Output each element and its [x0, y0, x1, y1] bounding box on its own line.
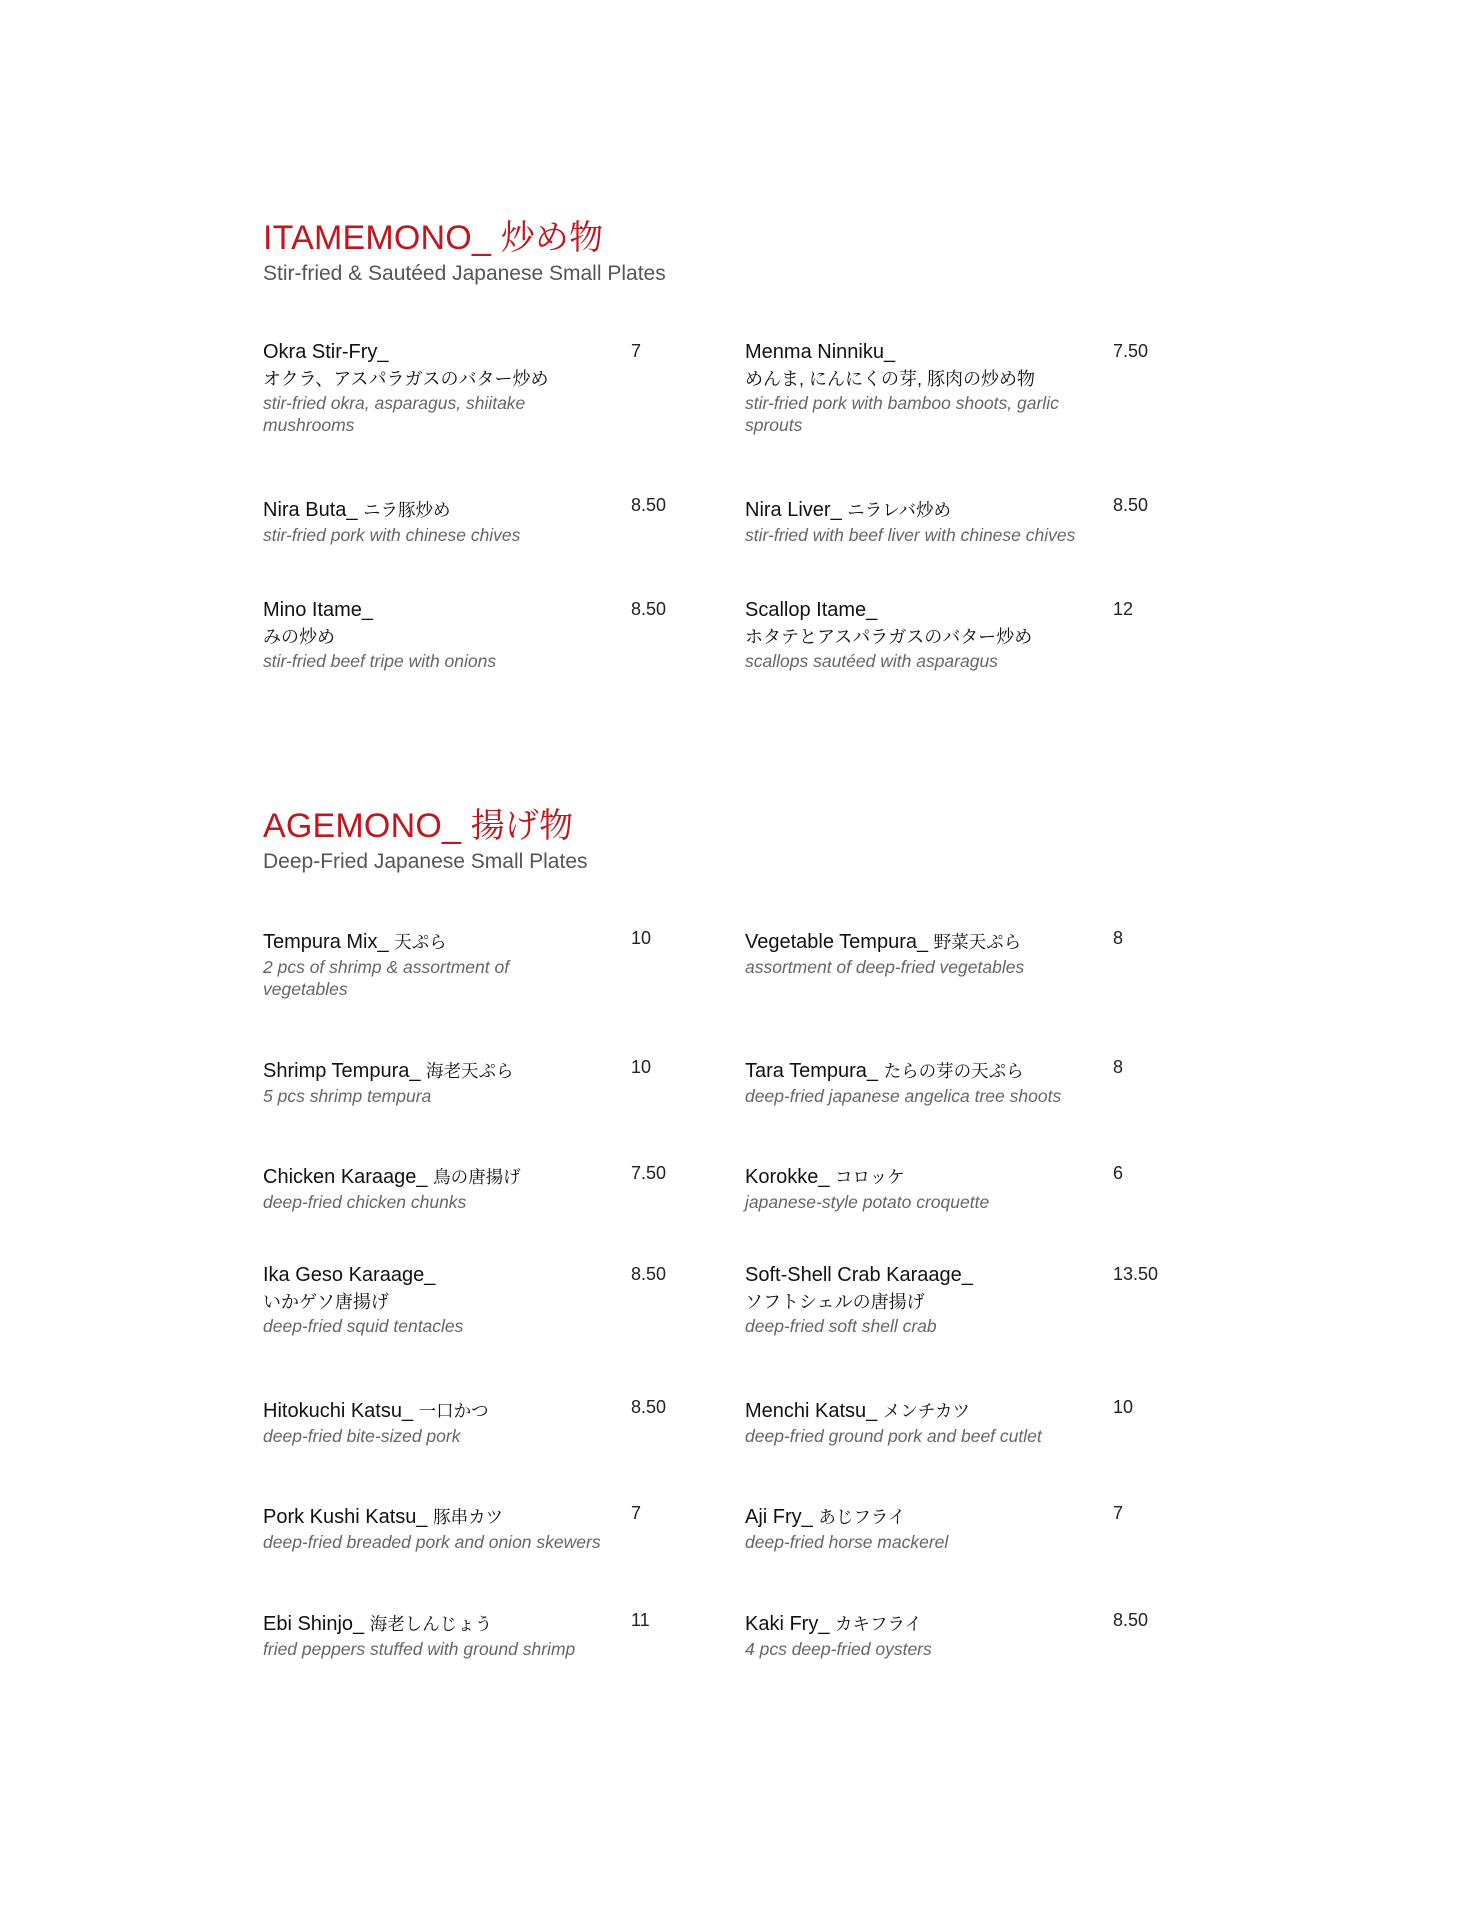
- item-price: 10: [631, 928, 652, 948]
- item-name-en: Menchi Katsu_: [745, 1400, 878, 1422]
- item-description: deep-fried bite-sized pork: [263, 1426, 461, 1446]
- item-name: [263, 1057, 663, 1085]
- menu-item-chicken-karaage: [263, 1163, 663, 1213]
- item-name-en: Ebi Shinjo_: [263, 1613, 365, 1635]
- item-description: fried peppers stuffed with ground shrimp: [263, 1639, 576, 1659]
- item-price: 8: [1113, 928, 1124, 948]
- section-subtitle: Deep-Fried Japanese Small Plates: [263, 850, 588, 873]
- menu-item-vegetable-tempura: [745, 928, 1145, 978]
- item-name-jp: みの炒め: [263, 627, 335, 647]
- section-subtitle: Stir-fried & Sautéed Japanese Small Plates: [263, 262, 666, 285]
- item-price: 8.50: [631, 495, 667, 515]
- item-name: [745, 1397, 1145, 1425]
- menu-item-tara-tempura: [745, 1057, 1145, 1107]
- menu-item-hitokuchi-katsu: [263, 1397, 663, 1447]
- item-description: deep-fried japanese angelica tree shoots: [745, 1086, 1062, 1106]
- item-name-jp: いかゲソ唐揚げ: [263, 1292, 389, 1312]
- menu-item-tempura-mix: [263, 928, 663, 1000]
- item-name-jp: ニラ豚炒め: [363, 500, 451, 520]
- item-name-jp: メンチカツ: [882, 1401, 971, 1421]
- item-price: 12: [1113, 599, 1134, 619]
- item-price: 8.50: [1113, 1610, 1149, 1630]
- item-name: [263, 1397, 663, 1425]
- menu-item-menma-ninniku: [745, 338, 1145, 436]
- item-description: scallops sautéed with asparagus: [745, 651, 998, 671]
- menu-item-menchi-katsu: [745, 1397, 1145, 1447]
- item-description: assortment of deep-fried vegetables: [745, 957, 1025, 977]
- item-name: [263, 1163, 663, 1191]
- item-name-jp: コロッケ: [835, 1167, 905, 1187]
- item-name: [263, 496, 663, 524]
- item-name-jp: 鳥の唐揚げ: [433, 1167, 521, 1187]
- item-description: 5 pcs shrimp tempura: [263, 1086, 432, 1106]
- item-name-en: Aji Fry_: [745, 1506, 813, 1528]
- item-price: 11: [631, 1610, 650, 1630]
- menu-item-pork-kushi-katsu: [263, 1503, 663, 1553]
- item-price: 8.50: [631, 1397, 667, 1417]
- item-name-en: Shrimp Tempura_: [263, 1060, 421, 1082]
- item-description: stir-fried okra, asparagus, shiitake mushrooms: [263, 393, 526, 435]
- item-name: [263, 1610, 663, 1638]
- item-name: [745, 928, 1145, 956]
- item-price: 8.50: [631, 1264, 667, 1284]
- menu-item-ika-geso-karaage: [263, 1261, 663, 1337]
- menu-item-nira-liver: [745, 496, 1145, 546]
- menu-item-okra-stir-fry: [263, 338, 663, 436]
- item-name: [263, 1503, 663, 1531]
- item-name-jp: 豚串カツ: [433, 1507, 504, 1527]
- item-name: [745, 1503, 1145, 1531]
- item-name: [745, 1163, 1145, 1191]
- menu-item-shrimp-tempura: [263, 1057, 663, 1107]
- item-name-jp: めんま, にんにくの芽, 豚肉の炒め物: [745, 369, 1036, 389]
- menu-item-aji-fry: [745, 1503, 1145, 1553]
- item-name-en: Nira Liver_: [745, 499, 842, 521]
- item-description: deep-fried ground pork and beef cutlet: [745, 1426, 1042, 1446]
- item-name-en: Hitokuchi Katsu_: [263, 1400, 414, 1422]
- item-name: [745, 1057, 1145, 1085]
- section-itamemono: [263, 218, 1243, 288]
- item-name: Okra Stir-Fry_: [263, 341, 389, 363]
- menu-item-mino-itame: [263, 596, 663, 672]
- item-name: [745, 496, 1145, 524]
- item-description: 4 pcs deep-fried oysters: [745, 1639, 932, 1659]
- item-price: 8.50: [1113, 495, 1149, 515]
- item-description: stir-fried pork with bamboo shoots, garlic sprouts: [745, 393, 1059, 435]
- item-name-jp: 野菜天ぷら: [933, 932, 1022, 952]
- item-price: 7: [1113, 1503, 1124, 1523]
- item-description: deep-fried breaded pork and onion skewers: [263, 1532, 601, 1552]
- section-title: ITAMEMONO_ 炒め物: [263, 219, 604, 257]
- item-name-en: Tara Tempura_: [745, 1060, 879, 1082]
- item-description: deep-fried chicken chunks: [263, 1192, 467, 1212]
- item-price: 10: [631, 1057, 652, 1077]
- item-name-jp: オクラ、アスパラガスのバター炒め: [263, 369, 549, 389]
- menu-item-nira-buta: [263, 496, 663, 546]
- item-price: 8: [1113, 1057, 1124, 1077]
- item-name-jp: 海老天ぷら: [426, 1061, 514, 1081]
- item-name-en: Pork Kushi Katsu_: [263, 1506, 428, 1528]
- item-price: 7.50: [1113, 341, 1149, 361]
- item-price: 7.50: [631, 1163, 667, 1183]
- item-name: Ika Geso Karaage_: [263, 1264, 436, 1286]
- item-description: stir-fried beef tripe with onions: [263, 651, 497, 671]
- item-name: Scallop Itame_: [745, 599, 878, 621]
- item-name-jp: ソフトシェルの唐揚げ: [745, 1292, 925, 1312]
- item-name-jp: 天ぷら: [394, 932, 447, 952]
- menu-item-ebi-shinjo: [263, 1610, 663, 1660]
- section-title: AGEMONO_ 揚げ物: [263, 807, 574, 845]
- item-name-en: Vegetable Tempura_: [745, 931, 929, 953]
- item-price: 7: [631, 341, 642, 361]
- item-name-jp: 海老しんじょう: [369, 1614, 493, 1634]
- item-name-jp: あじフライ: [818, 1507, 906, 1527]
- item-name-jp: 一口かつ: [418, 1401, 489, 1421]
- item-price: 6: [1113, 1163, 1124, 1183]
- item-name-en: Korokke_: [745, 1166, 830, 1188]
- item-description: stir-fried pork with chinese chives: [263, 525, 521, 545]
- menu-item-soft-shell-crab-karaage: [745, 1261, 1145, 1337]
- item-name: Mino Itame_: [263, 599, 374, 621]
- item-description: 2 pcs of shrimp & assortment of vegetables: [263, 957, 510, 999]
- menu-item-kaki-fry: [745, 1610, 1145, 1660]
- menu-item-scallop-itame: [745, 596, 1145, 672]
- item-name: [745, 1610, 1145, 1638]
- item-name-en: Nira Buta_: [263, 499, 358, 521]
- item-name-en: Kaki Fry_: [745, 1613, 830, 1635]
- item-name-en: Tempura Mix_: [263, 931, 389, 953]
- item-description: stir-fried with beef liver with chinese chives: [745, 525, 1076, 545]
- item-name: Soft-Shell Crab Karaage_: [745, 1264, 973, 1286]
- menu-item-korokke: [745, 1163, 1145, 1213]
- item-name-jp: たらの芽の天ぷら: [883, 1061, 1024, 1081]
- item-name: [263, 928, 663, 956]
- item-name-jp: ニラレバ炒め: [847, 500, 952, 520]
- item-price: 7: [631, 1503, 642, 1523]
- item-description: deep-fried squid tentacles: [263, 1316, 464, 1336]
- item-name-en: Chicken Karaage_: [263, 1166, 428, 1188]
- section-agemono: [263, 806, 1243, 876]
- item-name: Menma Ninniku_: [745, 341, 896, 363]
- item-description: deep-fried horse mackerel: [745, 1532, 949, 1552]
- item-description: japanese-style potato croquette: [745, 1192, 990, 1212]
- item-price: 13.50: [1113, 1264, 1159, 1284]
- item-name-jp: カキフライ: [835, 1614, 923, 1634]
- item-name-jp: ホタテとアスパラガスのバター炒め: [745, 627, 1033, 647]
- item-price: 8.50: [631, 599, 667, 619]
- item-description: deep-fried soft shell crab: [745, 1316, 937, 1336]
- item-price: 10: [1113, 1397, 1134, 1417]
